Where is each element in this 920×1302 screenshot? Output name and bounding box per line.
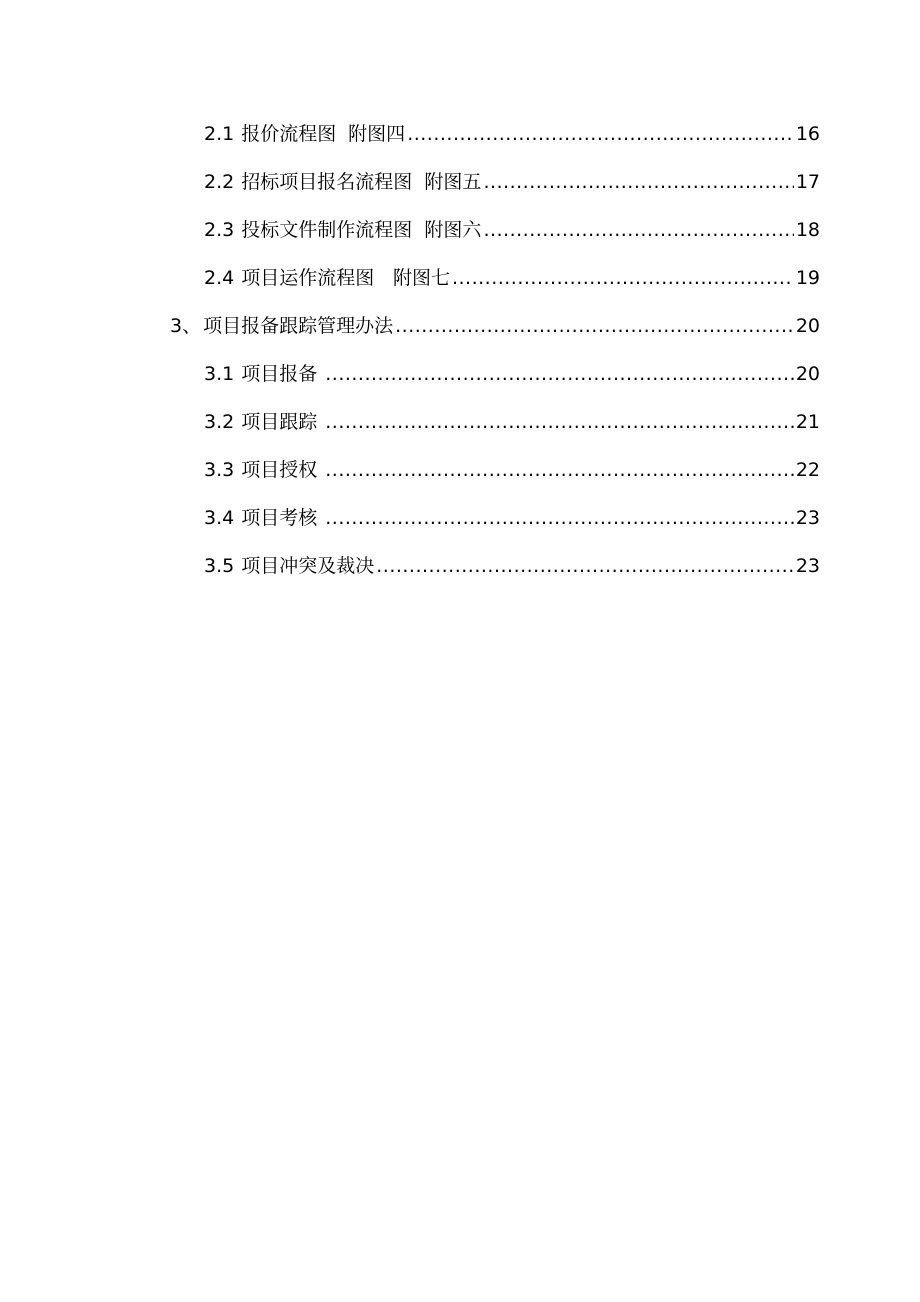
- toc-entry-page: 23: [795, 555, 820, 577]
- toc-entry-annex: 附图四: [348, 123, 406, 145]
- toc-entry-2-1[interactable]: [204, 118, 820, 150]
- toc-entry-3[interactable]: [170, 310, 820, 342]
- toc-leader-dots: [376, 550, 794, 582]
- toc-entry-3-5[interactable]: [204, 550, 820, 582]
- toc-entry-page: 22: [795, 459, 820, 481]
- toc-entry-title: 项目考核: [241, 507, 318, 529]
- toc-entry-title: 项目跟踪: [241, 411, 318, 433]
- toc-entry-title: 项目冲突及裁决: [241, 555, 375, 577]
- toc-entry-3-2[interactable]: [204, 406, 820, 438]
- toc-leader-dots: [407, 118, 794, 150]
- toc-entry-page: 20: [795, 315, 820, 337]
- toc-entry-number: 3.1: [204, 363, 235, 385]
- toc-entry-2-3[interactable]: [204, 214, 820, 246]
- toc-entry-number: 2.2: [204, 171, 235, 193]
- toc-entry-number: 3.4: [204, 507, 235, 529]
- toc-entry-2-4[interactable]: [204, 262, 820, 294]
- toc-leader-dots: [325, 358, 794, 390]
- toc-entry-number: 3.2: [204, 411, 235, 433]
- toc-entry-title: 招标项目报名流程图: [241, 171, 413, 193]
- toc-entry-page: 19: [795, 267, 820, 289]
- toc-entry-page: 23: [795, 507, 820, 529]
- toc-entry-title: 报价流程图: [241, 123, 337, 145]
- toc-entry-number: 2.4: [204, 267, 235, 289]
- toc-entry-number: 3.5: [204, 555, 235, 577]
- toc-entry-page: 18: [795, 219, 820, 241]
- toc-entry-3-1[interactable]: [204, 358, 820, 390]
- toc-leader-dots: [452, 262, 794, 294]
- toc-entry-page: 21: [795, 411, 820, 433]
- toc-entry-title: 项目运作流程图: [241, 267, 375, 289]
- toc-leader-dots: [483, 166, 793, 198]
- toc-entry-annex: 附图六: [424, 219, 482, 241]
- toc-entry-number: 2.1: [204, 123, 235, 145]
- toc-entry-annex: 附图七: [392, 267, 450, 289]
- toc-leader-dots: [325, 406, 794, 438]
- toc-leader-dots: [325, 502, 794, 534]
- toc-entry-page: 16: [795, 123, 820, 145]
- toc-entry-title: 投标文件制作流程图: [241, 219, 413, 241]
- toc-leader-dots: [395, 310, 794, 342]
- toc-entry-3-3[interactable]: [204, 454, 820, 486]
- toc-entry-page: 20: [795, 363, 820, 385]
- toc-leader-dots: [483, 214, 793, 246]
- toc-entry-number: 3、: [170, 315, 202, 337]
- toc-entry-page: 17: [795, 171, 820, 193]
- toc-entry-title: 项目报备: [241, 363, 318, 385]
- toc-entry-number: 3.3: [204, 459, 235, 481]
- toc-entry-2-2[interactable]: [204, 166, 820, 198]
- toc-entry-title: 项目报备跟踪管理办法: [203, 315, 394, 337]
- toc-leader-dots: [325, 454, 794, 486]
- toc-entry-title: 项目授权: [241, 459, 318, 481]
- toc-entry-3-4[interactable]: [204, 502, 820, 534]
- toc-entry-annex: 附图五: [424, 171, 482, 193]
- toc-entry-number: 2.3: [204, 219, 235, 241]
